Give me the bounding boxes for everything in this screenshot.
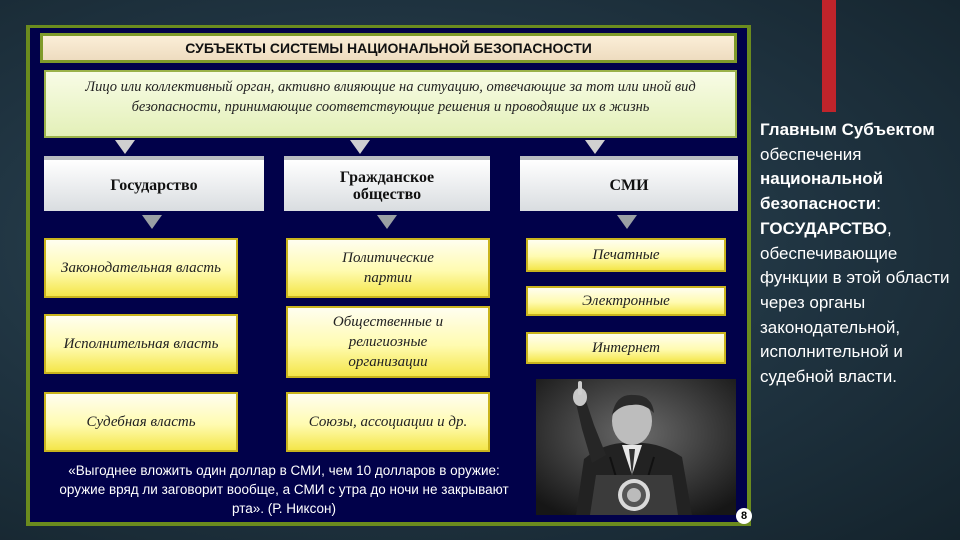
- arrow-down-icon: [142, 215, 162, 229]
- item-judicial: [44, 392, 238, 452]
- page-number-label: 8: [740, 510, 748, 522]
- item-label: Законодательная власть: [61, 260, 221, 276]
- speaker-photo-graphic: [536, 379, 736, 515]
- side-text-main-subject: Главным Субъектом: [760, 120, 935, 139]
- side-text-part: обеспечения: [760, 144, 862, 164]
- side-text-part: :: [876, 194, 881, 214]
- item-label: Интернет: [592, 340, 660, 356]
- definition-text: Лицо или коллективный орган, активно влияющие на ситуацию, отвечающие за тот или иной вид безопасности, принимающие соответствующие решения и проводящие их в жизнь: [85, 79, 696, 115]
- arrow-down-icon: [617, 215, 637, 229]
- item-executive: [44, 314, 238, 374]
- nixon-quote: [44, 460, 524, 517]
- item-political-parties: [286, 238, 490, 298]
- item-label: Общественные и религиозные организации: [332, 314, 444, 370]
- arrow-down-icon: [377, 215, 397, 229]
- item-internet: [526, 332, 726, 364]
- item-label: Исполнительная власть: [63, 336, 219, 352]
- diagram-title: СУБЪЕКТЫ СИСТЕМЫ НАЦИОНАЛЬНОЙ БЕЗОПАСНОСТИ: [185, 40, 592, 56]
- heading-civil-society: [284, 156, 490, 211]
- item-label: Печатные: [592, 247, 660, 263]
- arrow-down-icon: [115, 140, 135, 154]
- item-label: Электронные: [582, 293, 670, 309]
- item-print-media: [526, 238, 726, 272]
- definition-box: [44, 70, 737, 138]
- arrow-down-icon: [585, 140, 605, 154]
- slide-page-number: [736, 508, 752, 524]
- diagram-frame: [26, 25, 751, 526]
- accent-bar: [822, 0, 836, 112]
- arrow-down-icon: [350, 140, 370, 154]
- diagram-panel: [30, 28, 747, 522]
- side-text-national-security: национальной безопасности: [760, 169, 884, 214]
- item-label: Политические партии: [342, 250, 434, 286]
- speaker-photo: [536, 379, 736, 515]
- side-description: [760, 118, 956, 390]
- side-text-state: ГОСУДАРСТВО: [760, 218, 888, 238]
- side-text-part: , обеспечивающие функции в этой области через органы законодательной, исполнительной и судебной власти.: [760, 218, 950, 387]
- heading-media: [520, 156, 738, 211]
- item-unions-associations: [286, 392, 490, 452]
- item-legislative: [44, 238, 238, 298]
- heading-label: Государство: [110, 177, 198, 194]
- heading-label: Гражданское общество: [339, 168, 435, 203]
- item-public-religious-orgs: [286, 306, 490, 378]
- diagram-title-box: [40, 33, 737, 63]
- heading-state: [44, 156, 264, 211]
- item-electronic-media: [526, 286, 726, 316]
- quote-text: «Выгоднее вложить один доллар в СМИ, чем 10 долларов в оружие: оружие вряд ли заговорит вообще, а СМИ с утра до ночи не закрывают рта». (Р. Никсон): [59, 463, 509, 516]
- item-label: Союзы, ассоциации и др.: [308, 414, 468, 430]
- heading-label: СМИ: [609, 177, 649, 194]
- item-label: Судебная власть: [86, 414, 196, 430]
